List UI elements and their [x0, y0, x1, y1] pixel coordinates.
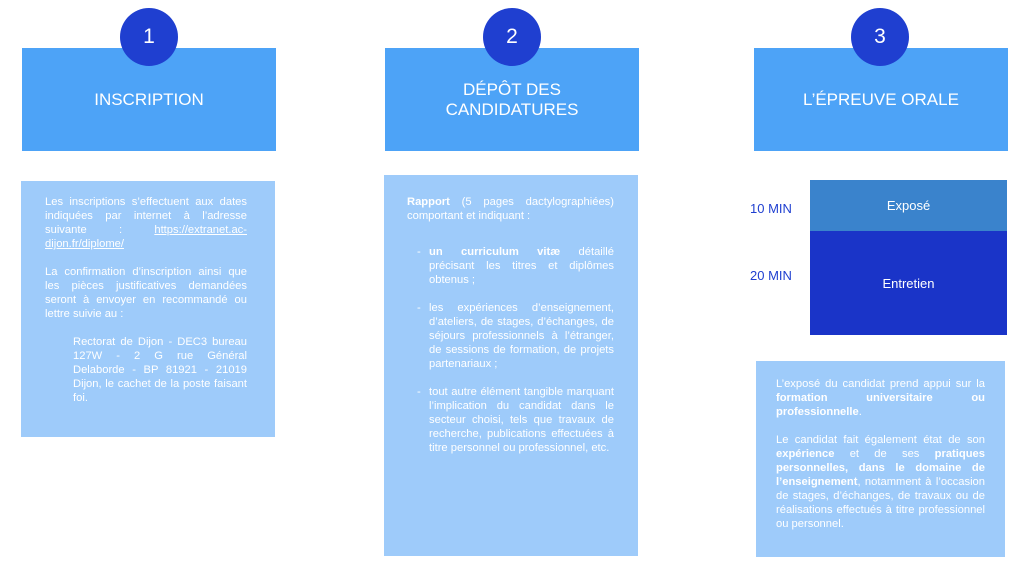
header-title: L’ÉPREUVE ORALE — [803, 89, 959, 109]
list-item-bold: un curriculum vitæ — [429, 246, 561, 258]
list-item — [417, 245, 614, 287]
inscription-paragraph-1 — [45, 195, 247, 251]
time-label-expose: 10 MIN — [750, 201, 792, 216]
oral-bold: formation universitaire ou professionnelle — [776, 392, 985, 418]
depot-intro-text: (5 pages dactylographiées) comportant et indiquant : — [407, 196, 614, 222]
list-item-text: les expériences d’enseignement, d’ateliers, de stages, d’échanges, de séjours professionnels à l’étranger, de sessions de formation, de projets partenariaux ; — [429, 302, 614, 370]
list-item — [417, 301, 614, 371]
address-text: Rectorat de Dijon - DEC3 bureau 127W - 2 G rue Général Delaborde - BP 81921 - 21019 Dijon, le cachet de la poste faisant foi. — [73, 336, 247, 404]
inscription-link[interactable]: https://extranet.ac-dijon.fr/diplome/ — [45, 224, 247, 250]
oral-bold: expérience — [776, 448, 835, 460]
panel-oral — [756, 361, 1005, 557]
step-number-3 — [851, 8, 909, 66]
block-entretien — [810, 231, 1007, 335]
step-number-1 — [120, 8, 178, 66]
oral-paragraph-2 — [776, 433, 985, 531]
oral-bold: pratiques personnelles, dans le domaine de l’enseignement — [776, 448, 985, 488]
list-item-text: tout autre élément tangible marquant l’implication du candidat dans le secteur choisi, tels que travaux de recherche, publications effectuées à titre personnel ou professionnel, etc. — [429, 386, 614, 454]
list-item-text: détaillé précisant les titres et diplômes obtenus ; — [429, 246, 614, 286]
header-title-line-1: DÉPÔT DES — [463, 79, 561, 99]
oral-text: Le candidat fait également état de son — [776, 434, 985, 446]
header-title-line-2: CANDIDATURES — [445, 99, 579, 119]
time-label-entretien: 20 MIN — [750, 268, 792, 283]
inscription-text: Les inscriptions s’effectuent aux dates indiquées par internet à l’adresse suivante : — [45, 196, 247, 236]
block-entretien-label: Entretien — [882, 275, 935, 291]
depot-intro — [407, 195, 614, 223]
step-number-text: 1 — [143, 25, 155, 48]
oral-text: , notamment à l’occasion de stages, d’échanges, de travaux ou de réalisations effectués à titre professionnel ou personnel. — [776, 476, 985, 530]
oral-paragraph-1 — [776, 377, 985, 419]
inscription-paragraph-2 — [45, 265, 247, 321]
depot-intro-bold: Rapport — [407, 196, 450, 208]
inscription-text: La confirmation d’inscription ainsi que les pièces justificatives demandées seront à envoyer en recommandé ou lettre suivie au : — [45, 266, 247, 320]
step-number-2 — [483, 8, 541, 66]
header-title: INSCRIPTION — [94, 89, 204, 109]
oral-text: L’exposé du candidat prend appui sur la — [776, 378, 985, 390]
inscription-address — [45, 335, 247, 405]
oral-text: . — [858, 406, 862, 418]
list-item — [417, 385, 614, 455]
panel-inscription — [21, 181, 275, 437]
block-expose — [810, 180, 1007, 231]
block-expose-label: Exposé — [886, 198, 931, 213]
depot-list — [407, 245, 614, 455]
step-number-text: 3 — [874, 25, 886, 48]
step-number-text: 2 — [506, 25, 518, 48]
panel-depot — [384, 175, 638, 556]
oral-text: et de ses — [834, 448, 935, 460]
